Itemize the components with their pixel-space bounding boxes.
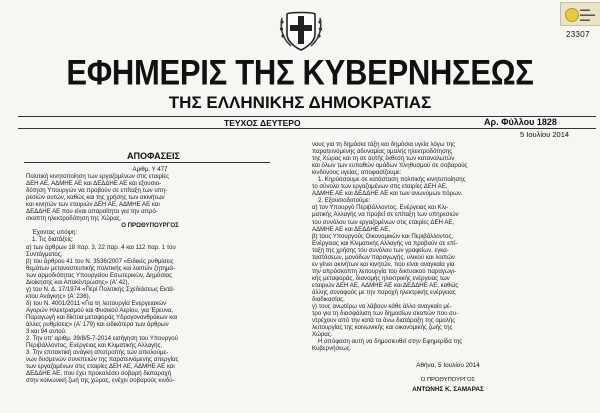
body-line: Συντάγματος, xyxy=(26,250,63,258)
body-line: λειτουργίας της κοινωνικής και οικονομικής ζωής της xyxy=(312,324,453,332)
body-line: α) των άρθρων 18 παρ. 3, 22 παρ. 4 και 112 παρ. 1 του xyxy=(26,243,176,251)
body-line: 1. Κηρύσσουμε σε κατάσταση πολιτικής κινητοποίησης xyxy=(318,176,466,184)
intro-line: ΔΕΔΔΗΕ ΑΕ που είναι απαραίτητα για την απρό- xyxy=(26,208,158,216)
gazette-subtitle: ΤΗΣ ΕΛΛΗΝΙΚΗΣ ΔΗΜΟΚΡΑΤΙΑΣ xyxy=(168,93,432,112)
body-line: το σύνολο των εργαζομένων στις εταιρίες ΔΕΗ ΑΕ, xyxy=(312,183,448,191)
body-line: Περιβάλλοντος, Ενέργειας και Κλιματικής Αλλαγής. xyxy=(26,342,163,350)
greek-coat-of-arms-icon xyxy=(279,4,323,52)
intro-line: δότηση Υπουργών να προβούν σε επίταξη των υπη- xyxy=(26,187,168,195)
body-line: παρατεινόμενης αδυναμίας ομαλής ηλεκτροδότησης xyxy=(312,148,453,156)
body-line: 3. Την επιτακτική ανάγκη αποτροπής των απειλούμε- xyxy=(26,349,169,357)
body-line: τρο για τη διασφάλιση των δημοσίων σκοπών που συ- xyxy=(312,310,459,318)
body-line: ΔΕΔΔΗΕ ΑΕ, που έχει προκαλέσει σοβαρή διαταραχή xyxy=(26,370,172,378)
body-line: εν γένει ακινήτων και κινητών, που είναι αναγκαία για xyxy=(312,260,455,268)
body-line: ταστάσεων, μονάδων παραγωγής, υλικού και λοιπών xyxy=(312,253,455,261)
body-line: ντρέχουν από την κατά τα άνω διατάραξη της ομαλής xyxy=(312,317,456,325)
body-line: του συνόλου των εργαζομένων στις εταιρίες ΔΕΗ ΑΕ, xyxy=(312,218,455,226)
body-line: στην κοινωνική ζωή της χώρας, ενέχει σοβαρούς κινδύ- xyxy=(26,377,175,385)
body-line: νων δυσμενών συνεπειών της παρατεινόμενης απεργίας xyxy=(26,356,179,364)
body-line: ταξη της χρήσης του συνόλου των γραφείων, εγκα- xyxy=(312,246,449,254)
header-rule-bottom xyxy=(18,128,596,129)
signer-name: ΑΝΤΩΝΗΣ Κ. ΣΑΜΑΡΑΣ xyxy=(412,386,484,393)
body-line: ματικής Αλλαγής να προβεί σε επίταξη των υπηρεσιών xyxy=(312,211,459,219)
body-line: β) του άρθρου 41 του Ν. 3536/2007 «Ειδικές ρυθμίσεις xyxy=(26,257,174,265)
body-line: άλλης συναφούς με την παροχή ηλεκτρικής ενέργειας xyxy=(312,288,456,296)
body-line: δ) του Ν. 4001/2011 «Για τη λειτουργία Ενεργειακών xyxy=(26,299,167,307)
body-line: κής μεταφοράς, διανομής ηλεκτρικής ενέργειας των xyxy=(312,274,450,282)
body-line: Χώρας. xyxy=(312,331,333,339)
body-line: 3 και 94 αυτού. xyxy=(26,328,67,336)
body-line: εταιριών ΔΕΗ ΑΕ, ΑΔΜΗΕ ΑΕ και ΔΕΔΔΗΕ ΑΕ, καθώς xyxy=(312,281,459,289)
section-rule xyxy=(24,162,270,163)
body-line: της Χώρας και τη σε αυτής έκθεση των καταναλωτών xyxy=(312,155,455,163)
body-line: των εργαζομένων στις εταιρίες ΔΕΗ ΑΕ, ΑΔΜΗΕ ΑΕ και xyxy=(26,363,175,371)
body-line: ΑΔΜΗΕ ΑΕ και ΔΕΔΔΗΕ ΑΕ, xyxy=(312,225,390,233)
signer-title: Ο ΠΡΩΘΥΠΟΥΡΓΟΣ xyxy=(420,377,476,383)
body-line: Κυβερνήσεως. xyxy=(312,345,352,353)
body-line: κτου Ανάγκης» (Α' 236), xyxy=(26,292,91,300)
body-line: Η απόφαση αυτή να δημοσιευθεί στην Εφημερίδα της xyxy=(318,338,463,346)
body-line: β) τους Υπουργούς Οικονομικών και Περιβάλλοντος, xyxy=(312,232,454,240)
page-serial: 23307 xyxy=(566,30,590,39)
body-line: και όλων των ευπαθών ομάδων πληθυσμού σε σοβαρούς xyxy=(312,162,468,170)
body-line: Ενέργειας και Κλιματικής Αλλαγής να προβούν σε επί- xyxy=(312,239,458,247)
place-date: Αθήνα, 5 Ιουλίου 2014 xyxy=(416,362,480,369)
sheet-number: Αρ. Φύλλου 1828 xyxy=(484,117,557,127)
body-line: Έχοντας υπόψη: xyxy=(32,229,78,237)
body-line: θεμάτων μεταναστευτικής πολιτικής και λοιπών ζητημά- xyxy=(26,264,175,272)
intro-line: ΔΕΗ ΑΕ, ΑΔΜΗΕ ΑΕ και ΔΕΔΔΗΕ ΑΕ και εξουσιο- xyxy=(26,180,162,188)
left-column xyxy=(26,166,274,384)
body-line: την απρόσκοπτη λειτουργία του δικτυακού παραγωγι- xyxy=(312,267,457,275)
body-line: νους για τη δημόσια τάξη και δημόσια υγεία λόγω της xyxy=(312,141,455,148)
intro-line: σκοπτη ηλεκτροδότηση της Χώρας. xyxy=(26,215,122,223)
body-line: των αρμοδιότητας Υπουργείου Εσωτερικών, Δημόσιας xyxy=(26,271,173,279)
gazette-title: ΕΦΗΜΕΡΙΣ ΤΗΣ ΚΥΒΕΡΝΗΣΕΩΣ xyxy=(66,52,534,93)
certification-sticker-icon: ▬▬ ▬▬▬ ▬▬ xyxy=(560,2,600,26)
section-heading: ΑΠΟΦΑΣΕΙΣ xyxy=(127,151,180,161)
body-line: Αγορών Ηλεκτρισμού και Φυσικού Αερίου, για Έρευνα, xyxy=(26,306,174,314)
right-column xyxy=(312,141,584,352)
prime-minister-heading: Ο ΠΡΩΘΥΠΟΥΡΓΟΣ xyxy=(121,222,179,230)
body-line: α) τον Υπουργό Περιβάλλοντος, Ενέργειας και Κλι- xyxy=(312,204,449,212)
intro-line: Πολιτική κινητοποίηση των εργαζομένων στις εταιρίες xyxy=(26,173,170,181)
issue-date: 5 Ιουλίου 2014 xyxy=(520,130,570,139)
body-line: Παραγωγή και δίκτυα μεταφοράς Υδρογονανθράκων και xyxy=(26,313,178,321)
body-line: κινδύνους υγείας, αποφασίζουμε: xyxy=(312,169,402,177)
decision-number: Αριθμ. Υ 477 xyxy=(132,166,168,173)
body-line: άλλες ρυθμίσεις» (Α' 179) και ειδικότερα των άρθρων xyxy=(26,321,169,329)
intro-line: ρεσιών αυτών, καθώς και της χρήσης των ακινήτων xyxy=(26,194,165,202)
intro-line: και κινητών των εταιριών ΔΕΗ ΑΕ, ΑΔΜΗΕ ΑΕ και xyxy=(26,201,160,209)
body-line: 2. Εξουσιοδοτούμε: xyxy=(318,197,371,205)
issue-series: ΤΕΥΧΟΣ ΔΕΥΤΕΡΟ xyxy=(224,118,301,128)
body-line: γ) τους ανωτέρω να λάβουν κάθε άλλο αναγκαίο μέ- xyxy=(312,303,452,311)
body-line: γ) του Ν. Δ. 17/1974 «Περί Πολιτικής Σχεδιάσεως Εκτά- xyxy=(26,285,175,293)
body-line: 2. Την υπ' αριθμ. 39/8/5-7-2014 εισήγηση του Υπουργού xyxy=(26,335,178,343)
body-line: διαδικασίας. xyxy=(312,296,345,304)
body-line: ΑΔΜΗΕ ΑΕ και ΔΕΔΔΗΕ ΑΕ και των ανωνύμων πόρων. xyxy=(312,190,463,198)
body-line: Διοίκησης και Αποκέντρωσης» (Α' 42), xyxy=(26,278,130,286)
body-line: 1. Τις διατάξεις: xyxy=(32,236,74,244)
